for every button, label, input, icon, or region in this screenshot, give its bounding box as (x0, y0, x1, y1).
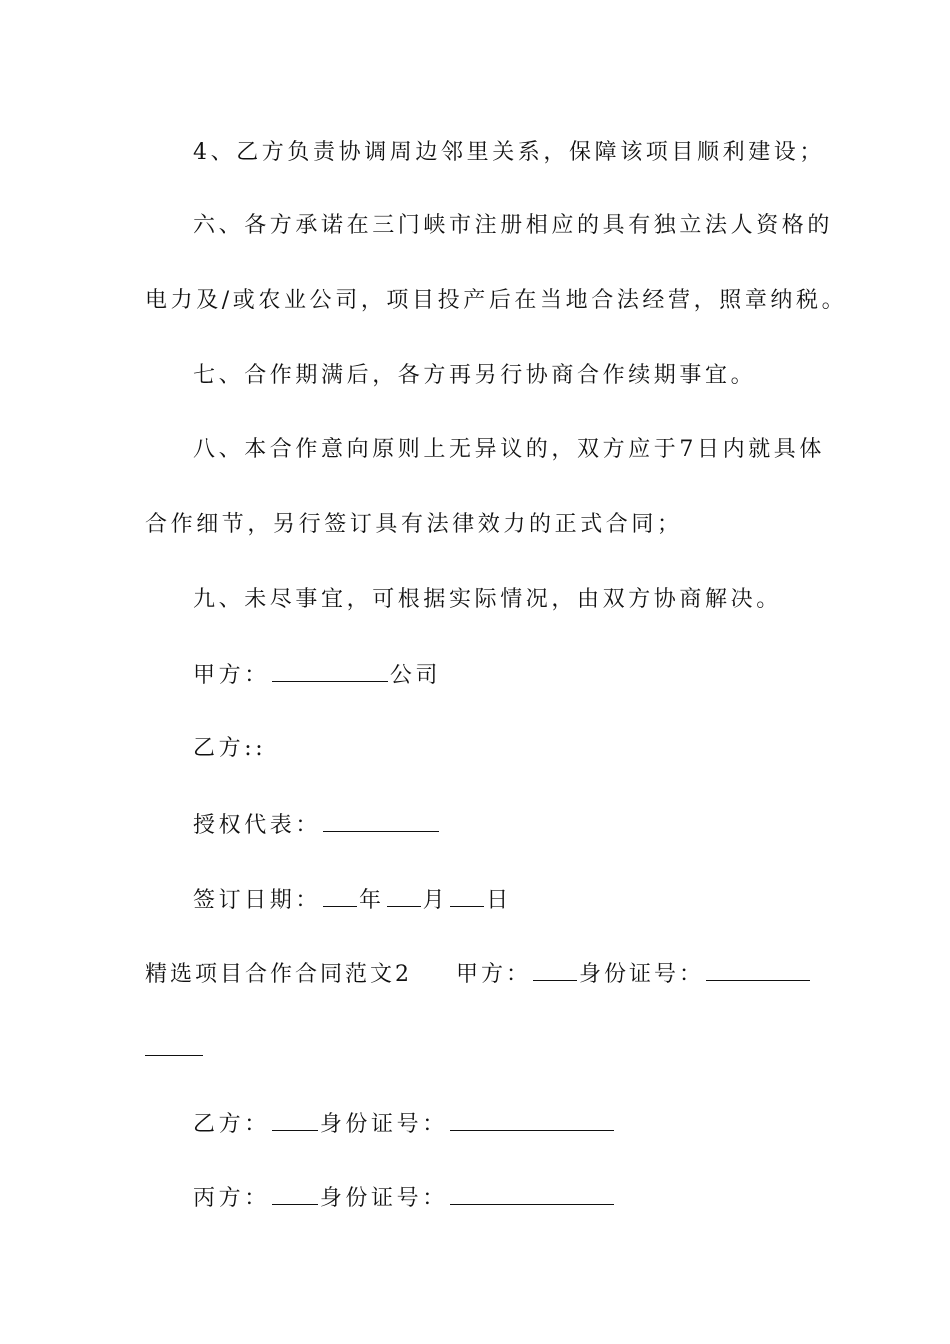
day-blank (450, 884, 484, 907)
section2-party-a-label: 甲方： (456, 962, 532, 987)
section2-party-c-id-label: 身份证号： (319, 1186, 448, 1211)
party-a-label: 甲方： (193, 663, 270, 688)
party-b-line (193, 734, 266, 764)
day-label: 日 (486, 888, 512, 913)
party-a-line (193, 659, 441, 691)
section2-party-b-blank (272, 1108, 318, 1131)
section2-party-c-blank (272, 1182, 318, 1205)
paragraph-six-line2: 电力及/或农业公司，项目投产后在当地合法经营，照章纳税。 (145, 288, 848, 313)
section2-party-a-blank (533, 958, 577, 981)
party-b-label: 乙方:: (193, 736, 267, 761)
paragraph-item-4: 4、乙方负责协调周边邻里关系，保障该项目顺利建设； (193, 140, 825, 165)
section2-party-c-line (193, 1182, 616, 1214)
paragraph-seven: 七、合作期满后，各方再另行协商合作续期事宜。 (193, 363, 757, 388)
section2-header-line (145, 958, 812, 990)
party-a-suffix: 公司 (389, 663, 442, 688)
representative-blank (323, 809, 439, 832)
section2-party-a-id-label: 身份证号： (579, 962, 705, 987)
representative-line (193, 809, 441, 841)
paragraph-nine: 九、未尽事宜，可根据实际情况，由双方协商解决。 (193, 587, 782, 612)
paragraph-six-line1: 六、各方承诺在三门峡市注册相应的具有独立法人资格的 (193, 213, 834, 238)
section2-party-c-id-blank (450, 1182, 614, 1205)
month-label: 月 (422, 888, 449, 913)
paragraph-eight-line2: 合作细节，另行签订具有法律效力的正式合同； (145, 512, 683, 537)
section2-party-a-id-blank-continued (145, 1033, 205, 1065)
month-blank (387, 884, 421, 907)
sign-date-line (193, 884, 512, 916)
section2-party-a-id-blank (706, 958, 810, 981)
section2-party-c-label: 丙方： (193, 1186, 270, 1211)
sign-date-label: 签订日期： (193, 888, 322, 913)
party-a-blank (272, 659, 388, 682)
section2-title: 精选项目合作合同范文2 (145, 962, 412, 987)
paragraph-eight-line1: 八、本合作意向原则上无异议的，双方应于7日内就具体 (193, 437, 825, 462)
section2-party-b-id-label: 身份证号： (319, 1112, 448, 1137)
section2-party-b-id-blank (450, 1108, 614, 1131)
section2-party-b-line (193, 1108, 616, 1140)
year-label: 年 (359, 888, 385, 913)
section2-party-b-label: 乙方： (193, 1112, 270, 1137)
representative-label: 授权代表： (193, 813, 322, 838)
year-blank (323, 884, 357, 907)
